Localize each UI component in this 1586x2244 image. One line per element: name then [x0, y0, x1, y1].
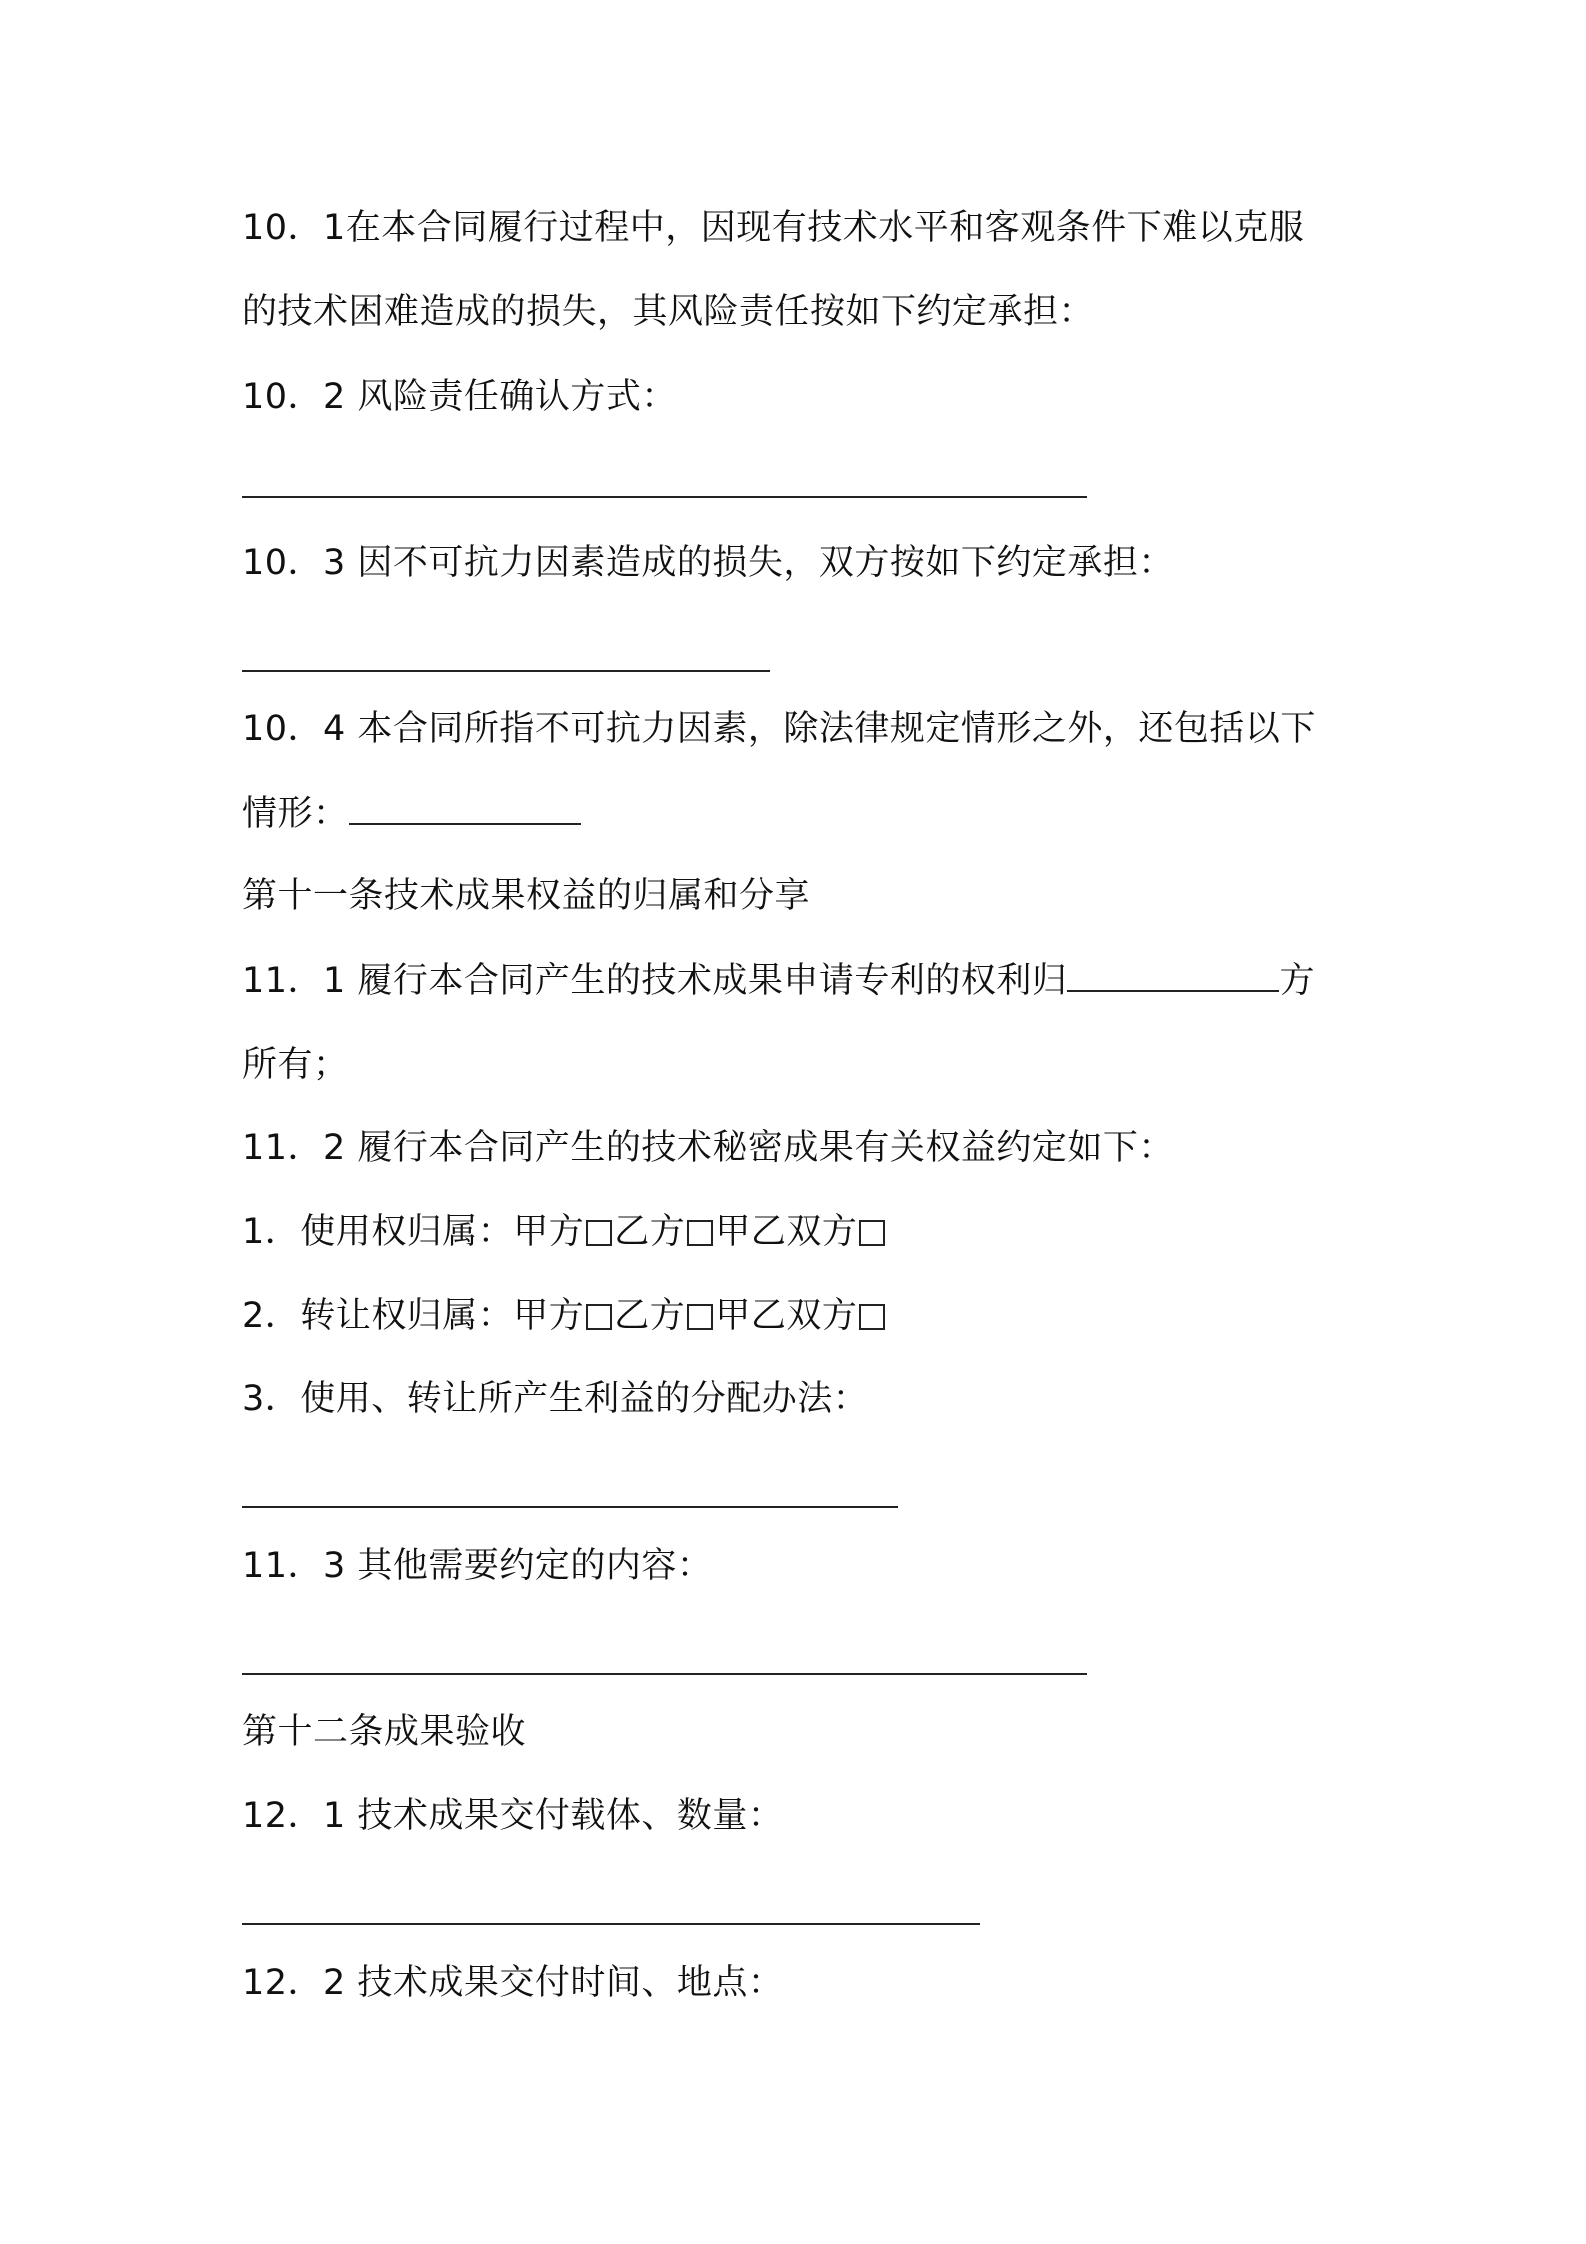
- clause-10-2: 10．2 风险责任确认方式：: [242, 377, 677, 417]
- checkbox-transfer-both[interactable]: [859, 1304, 885, 1330]
- article-12-heading: 第十二条成果验收: [242, 1712, 527, 1752]
- article-11-heading: 第十一条技术成果权益的归属和分享: [242, 876, 811, 916]
- clause-11-2: 11．2 履行本合同产生的技术秘密成果有关权益约定如下：: [242, 1128, 1174, 1168]
- fill-blank-11-3[interactable]: [242, 1673, 1087, 1675]
- fill-blank-11-1[interactable]: [1067, 960, 1279, 992]
- clause-11-1-line-1: [242, 956, 1315, 1006]
- fill-blank-benefit-distribution[interactable]: [242, 1506, 898, 1508]
- option-party-a: 甲方: [513, 1296, 585, 1336]
- benefit-distribution-item: 3．使用、转让所产生利益的分配办法：: [242, 1379, 869, 1419]
- clause-11-1-line-2: 所有；: [242, 1045, 349, 1085]
- clause-11-3: 11．3 其他需要约定的内容：: [242, 1546, 713, 1586]
- checkbox-usage-party-b[interactable]: [687, 1220, 713, 1246]
- fill-blank-10-3[interactable]: [242, 670, 770, 672]
- checkbox-transfer-party-b[interactable]: [687, 1304, 713, 1330]
- usage-right-label: 1．使用权归属：: [242, 1212, 514, 1252]
- fill-blank-10-2[interactable]: [242, 496, 1087, 498]
- checkbox-transfer-party-a[interactable]: [586, 1304, 612, 1330]
- clause-12-1: 12．1 技术成果交付载体、数量：: [242, 1796, 784, 1836]
- clause-10-4-line-1: 10．4 本合同所指不可抗力因素，除法律规定情形之外，还包括以下: [242, 709, 1316, 749]
- option-party-b: 乙方: [614, 1212, 686, 1252]
- fill-blank-12-1[interactable]: [242, 1923, 980, 1925]
- usage-right-row: [242, 1207, 887, 1257]
- clause-10-3: 10．3 因不可抗力因素造成的损失，双方按如下约定承担：: [242, 543, 1174, 583]
- clause-11-1-text: 11．1 履行本合同产生的技术成果申请专利的权利归: [242, 961, 1068, 1001]
- checkbox-usage-both[interactable]: [859, 1220, 885, 1246]
- clause-10-4-label: 情形：: [242, 794, 349, 834]
- transfer-right-row: [242, 1291, 887, 1341]
- clause-11-1-suffix: 方: [1279, 961, 1315, 1001]
- clause-12-2: 12．2 技术成果交付时间、地点：: [242, 1963, 784, 2003]
- transfer-right-label: 2．转让权归属：: [242, 1296, 514, 1336]
- clause-10-1-line-2: 的技术困难造成的损失，其风险责任按如下约定承担：: [242, 292, 1095, 332]
- fill-blank-10-4[interactable]: [349, 793, 581, 825]
- option-party-b: 乙方: [614, 1296, 686, 1336]
- option-party-a: 甲方: [513, 1212, 585, 1252]
- option-both-parties: 甲乙双方: [715, 1212, 858, 1252]
- option-both-parties: 甲乙双方: [715, 1296, 858, 1336]
- checkbox-usage-party-a[interactable]: [586, 1220, 612, 1246]
- clause-10-4-line-2: [242, 789, 581, 839]
- clause-10-1-line-1: 10．1在本合同履行过程中，因现有技术水平和客观条件下难以克服: [242, 208, 1305, 248]
